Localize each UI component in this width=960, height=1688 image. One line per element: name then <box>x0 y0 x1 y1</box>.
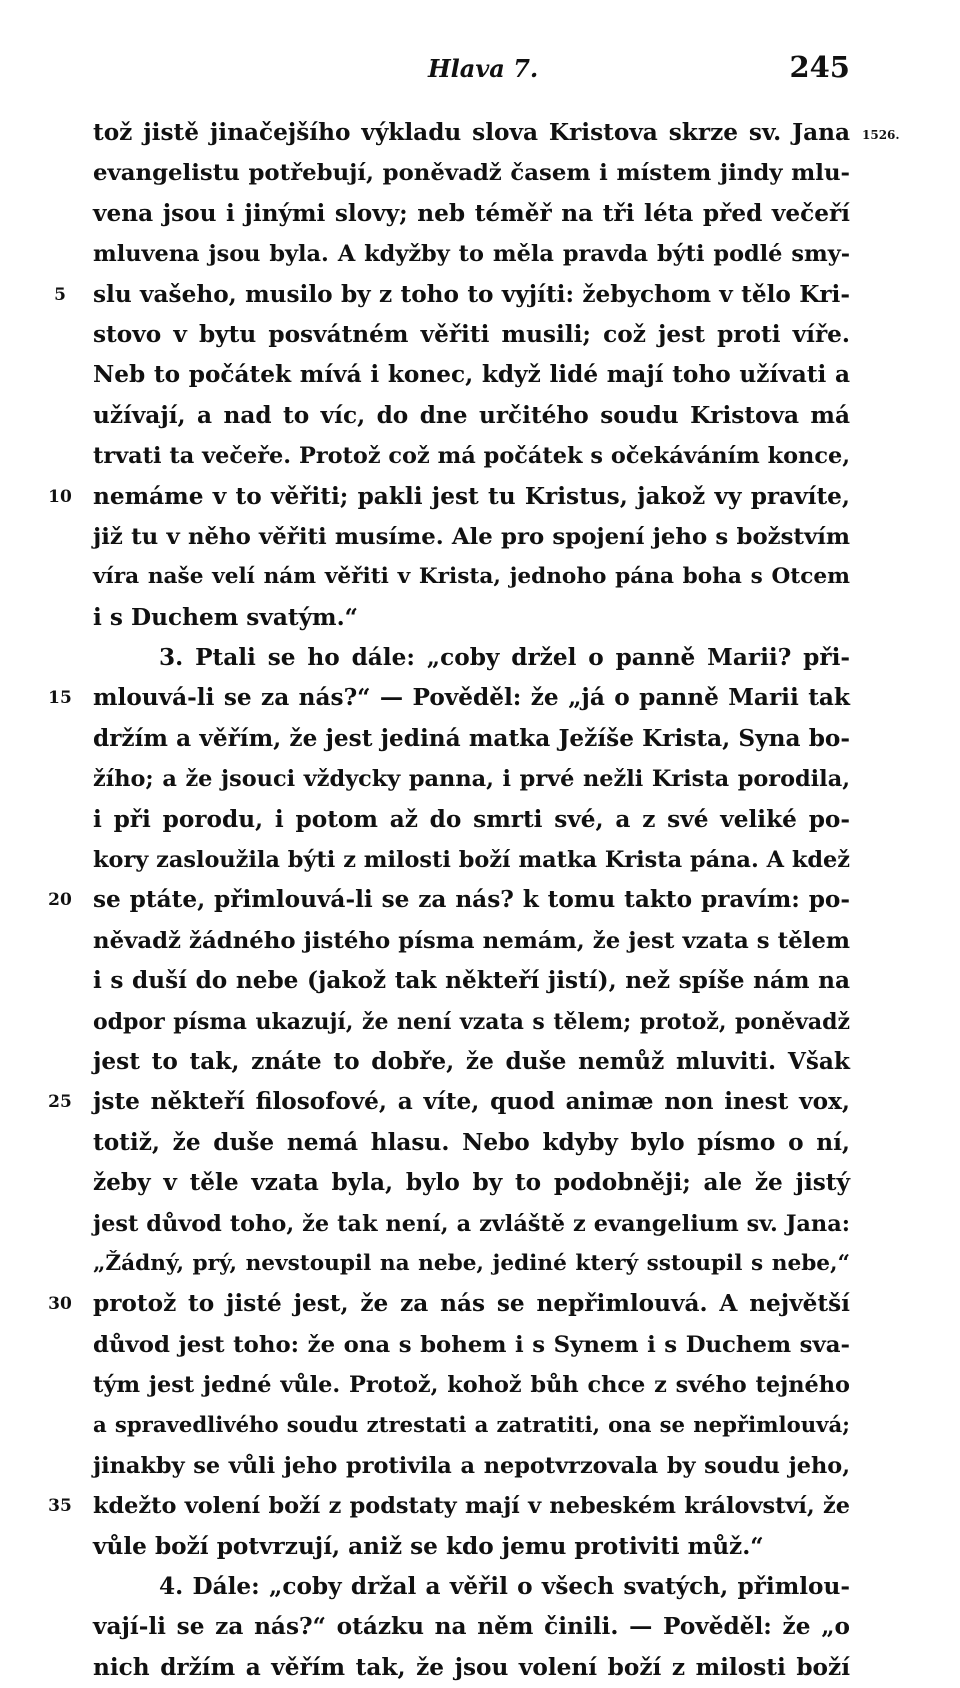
line-text: tým jest jedné vůle. Protož, kohož bůh chce z svého tejného <box>93 1372 850 1399</box>
margin-year-note: 1526. <box>862 128 900 142</box>
text-line <box>0 880 960 920</box>
line-text: nemáme v to věřiti; pakli jest tu Kristus, jakož vy pravíte, <box>93 482 850 510</box>
line-text: již tu v něho věřiti musíme. Ale pro spojení jeho s božstvím <box>93 523 850 550</box>
line-text: užívají, a nad to víc, do dne určitého soudu Kristova má <box>93 401 850 429</box>
text-line <box>0 1163 960 1203</box>
text-line <box>0 1082 960 1122</box>
line-number: 25 <box>48 1092 72 1113</box>
line-text: 4. Dále: „coby držal a věřil o všech svatých, přimlou- <box>159 1573 850 1601</box>
text-line <box>0 1446 960 1486</box>
line-text: i s duší do nebe (jakož tak někteří jistí), než spíše nám na <box>93 967 850 995</box>
text-line <box>0 1123 960 1163</box>
line-text: jest důvod toho, že tak není, a zvláště z evangelium sv. Jana: <box>93 1210 850 1237</box>
text-line <box>0 1244 960 1284</box>
line-number: 15 <box>48 688 72 709</box>
line-text: i s Duchem svatým.“ <box>93 603 358 631</box>
text-line <box>0 1648 960 1688</box>
line-text: stovo v bytu posvátném věřiti musili; což jest proti víře. <box>93 320 850 348</box>
line-text: mlouvá-li se za nás?“ — Pověděl: že „já o panně Marii tak <box>93 684 850 712</box>
line-text: mluvena jsou byla. A kdyžby to měla pravda býti podlé smy- <box>93 241 850 268</box>
text-line <box>0 1365 960 1405</box>
text-line <box>0 355 960 395</box>
line-text: i při porodu, i potom až do smrti své, a z své veliké po- <box>93 805 850 833</box>
text-line <box>0 1325 960 1365</box>
line-text: „Žádný, prý, nevstoupil na nebe, jediné který sstoupil s nebe,“ <box>93 1250 850 1276</box>
text-line <box>0 153 960 193</box>
line-text: kdežto volení boží z podstaty mají v nebeském království, že <box>93 1493 850 1520</box>
text-line <box>0 678 960 718</box>
text-line <box>0 1527 960 1567</box>
page-number: 245 <box>789 50 850 84</box>
line-text: 3. Ptali se ho dále: „coby držel o panně Marii? při- <box>159 644 850 672</box>
line-number: 20 <box>48 890 72 911</box>
line-text: důvod jest toho: že ona s bohem i s Synem i s Duchem sva- <box>93 1331 850 1358</box>
line-text: tož jistě jinačejšího výkladu slova Kristova skrze sv. Jana <box>93 118 850 146</box>
body-text <box>0 113 960 1688</box>
line-number: 10 <box>48 486 72 507</box>
line-text: trvati ta večeře. Protož což má počátek s očekáváním konce, <box>93 443 850 470</box>
text-line <box>0 921 960 961</box>
text-line <box>0 1204 960 1244</box>
line-text: odpor písma ukazují, že není vzata s tělem; protož, poněvadž <box>93 1008 850 1035</box>
text-line <box>0 234 960 274</box>
line-text: jste někteří filosofové, a víte, quod animæ non inest vox, <box>93 1088 850 1116</box>
line-text: kory zasloužila býti z milosti boží matka Krista pána. A kdež <box>93 847 850 874</box>
text-line <box>0 759 960 799</box>
running-head: Hlava 7. <box>428 54 539 83</box>
line-text: jest to tak, znáte to dobře, že duše nemůž mluviti. Však <box>93 1047 850 1075</box>
text-line <box>0 557 960 597</box>
text-line <box>0 194 960 234</box>
line-number: 30 <box>48 1294 72 1315</box>
text-line <box>0 719 960 759</box>
text-line <box>0 840 960 880</box>
text-line <box>0 638 960 678</box>
line-text: totiž, že duše nemá hlasu. Nebo kdyby bylo písmo o ní, <box>93 1128 850 1156</box>
text-line <box>0 477 960 517</box>
text-line <box>0 315 960 355</box>
text-line <box>0 396 960 436</box>
line-text: protož to jisté jest, že za nás se nepřimlouvá. A největší <box>93 1290 850 1318</box>
text-line <box>0 800 960 840</box>
line-text: Neb to počátek mívá i konec, když lidé mají toho užívati a <box>93 361 850 389</box>
text-line <box>0 436 960 476</box>
line-text: žeby v těle vzata byla, bylo by to podobněji; ale že jistý <box>93 1169 850 1197</box>
page-header <box>93 50 850 90</box>
text-line <box>0 961 960 1001</box>
text-line <box>0 1486 960 1526</box>
line-number: 35 <box>48 1496 72 1517</box>
line-text: vena jsou i jinými slovy; neb téměř na tři léta před večeří <box>93 199 850 227</box>
text-line <box>0 517 960 557</box>
text-line <box>0 1406 960 1446</box>
line-text: slu vašeho, musilo by z toho to vyjíti: žebychom v tělo Kri- <box>93 280 850 308</box>
line-text: vůle boží potvrzují, aniž se kdo jemu protiviti můž.“ <box>93 1532 764 1560</box>
line-text: držím a věřím, že jest jediná matka Ježíše Krista, Syna bo- <box>93 724 850 752</box>
text-line <box>0 1607 960 1647</box>
line-text: jinakby se vůli jeho protivila a nepotvrzovala by soudu jeho, <box>93 1452 850 1479</box>
line-text: a spravedlivého soudu ztrestati a zatratiti, ona se nepřimlouvá; <box>93 1412 850 1438</box>
text-line <box>0 1567 960 1607</box>
text-line <box>0 1042 960 1082</box>
text-line <box>0 1284 960 1324</box>
line-number: 5 <box>54 284 66 305</box>
line-text: žího; a že jsouci vždycky panna, i prvé nežli Krista porodila, <box>93 766 850 793</box>
line-text: víra naše velí nám věřiti v Krista, jednoho pána boha s Otcem <box>93 564 850 590</box>
line-text: evangelistu potřebují, poněvadž časem i místem jindy mlu- <box>93 160 850 187</box>
line-text: vají-li se za nás?“ otázku na něm činili. — Pověděl: že „o <box>93 1613 850 1641</box>
text-line <box>0 1002 960 1042</box>
text-line <box>0 113 960 153</box>
line-text: se ptáte, přimlouvá-li se za nás? k tomu takto pravím: po- <box>93 886 850 914</box>
line-text: něvadž žádného jistého písma nemám, že jest vzata s tělem <box>93 927 850 954</box>
text-line <box>0 275 960 315</box>
line-text: nich držím a věřím tak, že jsou volení boží z milosti boží <box>93 1653 850 1681</box>
text-line <box>0 598 960 638</box>
